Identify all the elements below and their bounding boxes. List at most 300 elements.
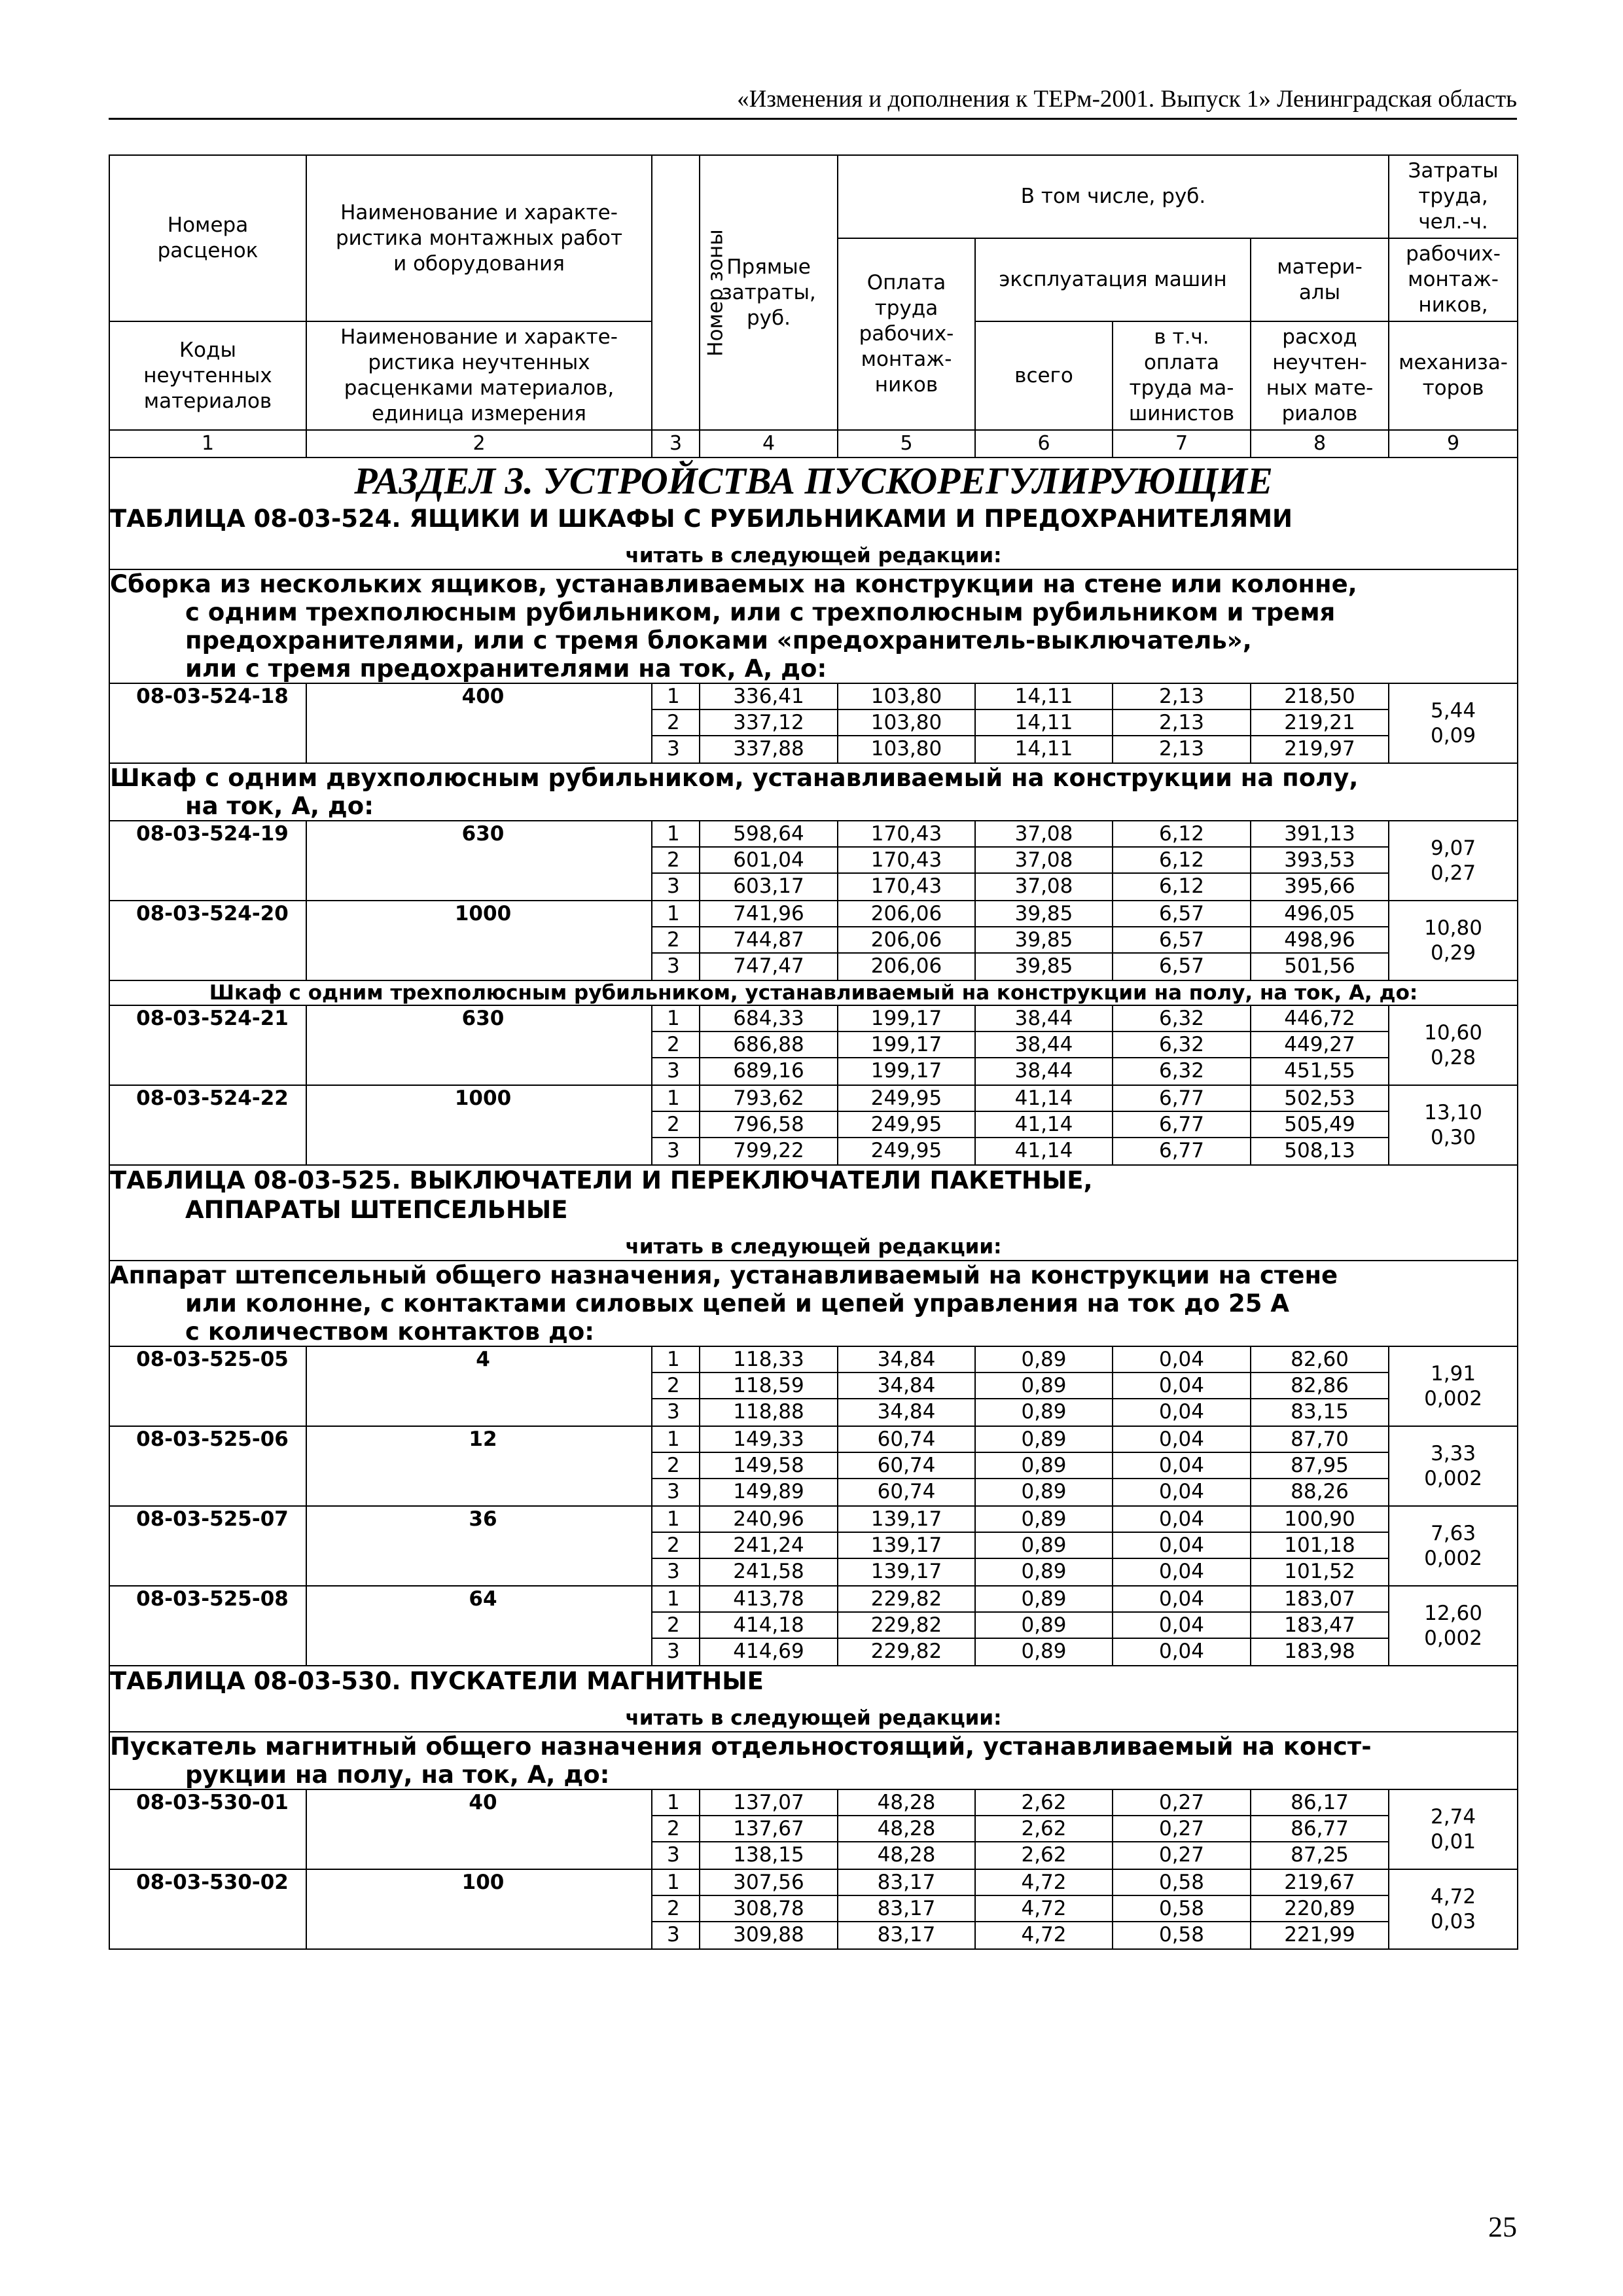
materials: 508,13 [1251,1138,1389,1163]
machines-total: 0,89 [975,1479,1113,1504]
direct-costs: 118,33 [700,1346,838,1372]
header-workers-line: монтаж- [1408,268,1499,291]
group-heading-line: предохранителями, или с тремя блоками «предохранитель-выключатель», [185,626,1252,655]
section-heading [109,457,1518,504]
materials: 87,25 [1251,1842,1389,1867]
zone-number: 2 [652,1372,700,1399]
machinist-pay: 0,04 [1113,1426,1251,1452]
machinist-pay: 6,32 [1113,1058,1251,1083]
zone-number: 1 [652,1085,700,1111]
labor-costs [1389,1506,1518,1586]
header-uname-line: Наименование и характе- [340,325,618,349]
materials: 220,89 [1251,1895,1389,1922]
machines-total: 39,85 [975,901,1113,927]
zone-number: 1 [652,1586,700,1612]
header-incl-line: труда ма- [1129,376,1234,400]
labor-workers: 10,80 [1424,916,1482,940]
rate-code: 08-03-524-22 [109,1085,306,1165]
group-heading-line: Сборка из нескольких ящиков, устанавливаемых на конструкции на стене или колонне, [110,570,1357,598]
zone-number: 1 [652,1426,700,1452]
table-title-row [109,504,1518,569]
group-heading-row [109,1732,1518,1789]
direct-costs: 603,17 [700,873,838,899]
header-consumption-line: ных мате- [1266,376,1374,400]
direct-costs: 689,16 [700,1058,838,1083]
group-heading-line: с количеством контактов до: [185,1318,595,1346]
machinist-pay: 6,12 [1113,847,1251,873]
data-row [109,683,1518,709]
zone-number: 3 [652,1638,700,1664]
header-including: В том числе, руб. [838,155,1389,238]
machines-total: 2,62 [975,1842,1113,1867]
table-body [109,155,1518,1949]
worker-pay: 48,28 [838,1816,975,1842]
machines-total: 37,08 [975,847,1113,873]
worker-pay: 170,43 [838,847,975,873]
worker-pay: 199,17 [838,1031,975,1058]
data-row [109,1426,1518,1452]
edition-note: читать в следующей редакции: [625,1235,1002,1259]
zone-number: 2 [652,1111,700,1138]
direct-costs: 309,88 [700,1922,838,1947]
direct-costs: 337,88 [700,736,838,761]
materials: 183,47 [1251,1612,1389,1638]
column-number: 4 [700,430,838,457]
labor-workers: 12,60 [1424,1602,1482,1625]
header-codes [109,321,306,430]
header-labor-line: труда, [1418,185,1488,208]
machinist-pay: 2,13 [1113,736,1251,761]
materials: 83,15 [1251,1399,1389,1424]
worker-pay: 48,28 [838,1789,975,1816]
group-heading [109,1261,1518,1346]
direct-costs: 799,22 [700,1138,838,1163]
column-number: 2 [306,430,652,457]
header-operators [1389,321,1518,430]
header-direct-line: затраты, [721,280,816,304]
zone-number: 1 [652,1789,700,1816]
machinist-pay: 0,04 [1113,1372,1251,1399]
labor-workers: 3,33 [1431,1442,1476,1465]
materials: 391,13 [1251,821,1389,847]
direct-costs: 308,78 [700,1895,838,1922]
direct-costs: 137,67 [700,1816,838,1842]
header-name [306,155,652,321]
header-name-line: Наименование и характе- [340,200,618,224]
worker-pay: 229,82 [838,1612,975,1638]
header-pay-line: рабочих- [859,322,954,346]
labor-operators: 0,01 [1431,1830,1476,1854]
rate-name: 630 [306,1005,652,1085]
header-materials-line: алы [1298,280,1341,304]
machines-total: 38,44 [975,1005,1113,1031]
zone-number: 3 [652,1479,700,1504]
machinist-pay: 6,57 [1113,953,1251,978]
header-pay-line: труда [874,296,938,320]
direct-costs: 118,88 [700,1399,838,1424]
machines-total: 39,85 [975,953,1113,978]
data-row [109,1506,1518,1532]
rate-code: 08-03-525-06 [109,1426,306,1506]
machinist-pay: 6,57 [1113,927,1251,953]
materials: 86,77 [1251,1816,1389,1842]
machines-total: 4,72 [975,1922,1113,1947]
header-direct-line: Прямые [726,255,811,279]
rate-name: 1000 [306,901,652,980]
data-row [109,1005,1518,1031]
group-heading-row [109,1261,1518,1346]
header-material-consumption [1251,321,1389,430]
materials: 183,07 [1251,1586,1389,1612]
rate-name: 400 [306,683,652,763]
table-title: ТАБЛИЦА 08-03-524. ЯЩИКИ И ШКАФЫ С РУБИЛЬНИКАМИ И ПРЕДОХРАНИТЕЛЯМИ [110,505,1293,533]
page-number: 25 [1488,2211,1517,2243]
data-row [109,901,1518,927]
table-title-block [109,504,1518,569]
header-uname-line: расценками материалов, [344,376,615,400]
labor-costs [1389,1346,1518,1426]
machinist-pay: 0,27 [1113,1842,1251,1867]
rate-code: 08-03-530-02 [109,1869,306,1949]
labor-operators: 0,002 [1424,1626,1482,1650]
rate-name: 64 [306,1586,652,1666]
labor-workers: 1,91 [1431,1362,1476,1386]
group-heading-line: Пускатель магнитный общего назначения отдельностоящий, устанавливаемый на конст- [110,1732,1372,1761]
machinist-pay: 0,58 [1113,1869,1251,1895]
spacer-cell [700,1947,838,1949]
machines-total: 14,11 [975,709,1113,736]
direct-costs: 686,88 [700,1031,838,1058]
machines-total: 41,14 [975,1085,1113,1111]
machinist-pay: 0,04 [1113,1346,1251,1372]
machinist-pay: 6,32 [1113,1005,1251,1031]
machines-total: 37,08 [975,873,1113,899]
spacer-cell [652,1947,700,1949]
machines-total: 37,08 [975,821,1113,847]
column-number: 3 [652,430,700,457]
materials: 88,26 [1251,1479,1389,1504]
worker-pay: 48,28 [838,1842,975,1867]
zone-number: 2 [652,847,700,873]
header-materials-line: матери- [1277,255,1363,279]
rates-table [109,154,1518,1950]
header-pay-line: монтаж- [861,348,952,371]
header-consumption-line: риалов [1281,402,1358,425]
header-direct-line: руб. [747,306,791,330]
worker-pay: 229,82 [838,1586,975,1612]
header-machines-total: всего [975,321,1113,430]
column-number: 1 [109,430,306,457]
header-unaccounted-name [306,321,652,430]
labor-operators: 0,30 [1431,1126,1476,1149]
machines-total: 0,89 [975,1558,1113,1584]
labor-operators: 0,03 [1431,1910,1476,1933]
machines-total: 4,72 [975,1895,1113,1922]
direct-costs: 601,04 [700,847,838,873]
direct-costs: 118,59 [700,1372,838,1399]
worker-pay: 206,06 [838,927,975,953]
group-heading-line: на ток, А, до: [185,792,374,820]
machines-total: 14,11 [975,683,1113,709]
zone-number: 1 [652,1346,700,1372]
worker-pay: 139,17 [838,1532,975,1558]
machines-total: 0,89 [975,1399,1113,1424]
header-incl-line: оплата [1143,351,1220,374]
group-heading-line: Шкаф с одним двухполюсным рубильником, устанавливаемый на конструкции на полу, [110,764,1359,792]
zone-number: 1 [652,1506,700,1532]
header-consumption-line: расход [1282,325,1357,349]
worker-pay: 60,74 [838,1426,975,1452]
machinist-pay: 0,27 [1113,1816,1251,1842]
machines-total: 0,89 [975,1638,1113,1664]
worker-pay: 139,17 [838,1558,975,1584]
zone-number: 2 [652,1816,700,1842]
direct-costs: 413,78 [700,1586,838,1612]
machinist-pay: 0,04 [1113,1506,1251,1532]
data-row [109,1789,1518,1816]
worker-pay: 83,17 [838,1895,975,1922]
worker-pay: 103,80 [838,709,975,736]
worker-pay: 249,95 [838,1111,975,1138]
header-pay-line: Оплата [866,271,946,295]
machines-total: 0,89 [975,1586,1113,1612]
worker-pay: 249,95 [838,1085,975,1111]
column-number: 7 [1113,430,1251,457]
zone-number: 2 [652,1895,700,1922]
direct-costs: 414,18 [700,1612,838,1638]
direct-costs: 793,62 [700,1085,838,1111]
materials: 393,53 [1251,847,1389,873]
direct-costs: 307,56 [700,1869,838,1895]
labor-costs [1389,821,1518,901]
zone-number: 3 [652,873,700,899]
header-operators-line: механиза- [1399,351,1508,374]
worker-pay: 60,74 [838,1452,975,1479]
zone-number: 2 [652,1532,700,1558]
rate-name: 36 [306,1506,652,1586]
machinist-pay: 0,04 [1113,1452,1251,1479]
machines-total: 0,89 [975,1532,1113,1558]
header-zone [652,155,728,430]
direct-costs: 598,64 [700,821,838,847]
materials: 219,67 [1251,1869,1389,1895]
machines-total: 0,89 [975,1346,1113,1372]
spacer-cell [975,1947,1113,1949]
spacer-cell [838,1947,975,1949]
worker-pay: 83,17 [838,1922,975,1947]
header-workers-line: ников, [1418,293,1488,317]
zone-number: 1 [652,901,700,927]
worker-pay: 103,80 [838,736,975,761]
labor-operators: 0,29 [1431,941,1476,965]
machines-total: 0,89 [975,1506,1113,1532]
group-heading-row [109,569,1518,683]
rate-code: 08-03-524-19 [109,821,306,901]
column-number: 6 [975,430,1113,457]
rate-code: 08-03-524-18 [109,683,306,763]
worker-pay: 249,95 [838,1138,975,1163]
direct-costs: 796,58 [700,1111,838,1138]
direct-costs: 337,12 [700,709,838,736]
rate-name: 4 [306,1346,652,1426]
group-heading-row [109,763,1518,821]
machinist-pay: 0,04 [1113,1612,1251,1638]
worker-pay: 34,84 [838,1372,975,1399]
labor-workers: 10,60 [1424,1021,1482,1045]
direct-costs: 149,33 [700,1426,838,1452]
zone-number: 3 [652,1558,700,1584]
machines-total: 39,85 [975,927,1113,953]
header-codes-line: Коды [179,338,236,362]
zone-number: 3 [652,1138,700,1163]
worker-pay: 34,84 [838,1399,975,1424]
labor-workers: 2,74 [1431,1805,1476,1829]
machinist-pay: 2,13 [1113,683,1251,709]
rate-code: 08-03-524-21 [109,1005,306,1085]
machinist-pay: 0,58 [1113,1922,1251,1947]
direct-costs: 240,96 [700,1506,838,1532]
direct-costs: 744,87 [700,927,838,953]
worker-pay: 60,74 [838,1479,975,1504]
header-machinist-pay [1113,321,1251,430]
header-operators-line: торов [1422,376,1484,400]
zone-number: 3 [652,736,700,761]
machinist-pay: 0,04 [1113,1638,1251,1664]
zone-number: 3 [652,1399,700,1424]
edition-note: читать в следующей редакции: [625,1706,1002,1730]
materials: 101,18 [1251,1532,1389,1558]
labor-costs [1389,1869,1518,1949]
spacer-cell [1113,1947,1251,1949]
machines-total: 0,89 [975,1426,1113,1452]
header-labor-line: чел.-ч. [1418,210,1488,234]
group-heading: Шкаф с одним трехполюсным рубильником, устанавливаемый на конструкции на полу, на ток, А, до: [109,980,1518,1005]
column-numbers-row [109,430,1518,457]
materials: 82,86 [1251,1372,1389,1399]
labor-workers: 13,10 [1424,1101,1482,1124]
rate-code: 08-03-524-20 [109,901,306,980]
materials: 395,66 [1251,873,1389,899]
section-row [109,457,1518,504]
direct-costs: 241,24 [700,1532,838,1558]
materials: 218,50 [1251,683,1389,709]
group-heading [109,763,1518,821]
machines-total: 2,62 [975,1816,1113,1842]
direct-costs: 137,07 [700,1789,838,1816]
labor-operators: 0,09 [1431,724,1476,747]
zone-number: 2 [652,1452,700,1479]
materials: 86,17 [1251,1789,1389,1816]
header-consumption-line: неучтен- [1272,351,1367,374]
table-title-row [109,1666,1518,1732]
zone-number: 1 [652,683,700,709]
labor-costs [1389,1426,1518,1506]
machinist-pay: 0,58 [1113,1895,1251,1922]
materials: 505,49 [1251,1111,1389,1138]
zone-number: 2 [652,1612,700,1638]
worker-pay: 199,17 [838,1005,975,1031]
header-name-line: ристика монтажных работ [335,226,622,250]
header-materials [1251,238,1389,321]
machines-total: 0,89 [975,1452,1113,1479]
machines-total: 2,62 [975,1789,1113,1816]
group-heading-row [109,980,1518,1005]
header-codes-line: материалов [143,389,272,413]
zone-number: 2 [652,927,700,953]
materials: 87,95 [1251,1452,1389,1479]
zone-number: 3 [652,1058,700,1083]
direct-costs: 149,58 [700,1452,838,1479]
labor-costs [1389,1005,1518,1085]
rate-code: 08-03-525-05 [109,1346,306,1426]
labor-operators: 0,28 [1431,1046,1476,1069]
header-rate-numbers: Номера расценок [109,155,306,321]
header-labor-costs [1389,155,1518,238]
table-title-block [109,1165,1518,1261]
machines-total: 38,44 [975,1031,1113,1058]
machines-total: 0,89 [975,1612,1113,1638]
rate-name: 1000 [306,1085,652,1165]
machines-total: 14,11 [975,736,1113,761]
spacer-cell [1251,1947,1389,1949]
direct-costs: 414,69 [700,1638,838,1664]
column-number: 9 [1389,430,1518,457]
table-title: ТАБЛИЦА 08-03-530. ПУСКАТЕЛИ МАГНИТНЫЕ [110,1667,764,1695]
data-row [109,1586,1518,1612]
direct-costs: 241,58 [700,1558,838,1584]
direct-costs: 747,47 [700,953,838,978]
labor-workers: 7,63 [1431,1522,1476,1545]
labor-operators: 0,002 [1424,1467,1482,1490]
machines-total: 0,89 [975,1372,1113,1399]
machines-total: 38,44 [975,1058,1113,1083]
worker-pay: 34,84 [838,1346,975,1372]
labor-operators: 0,002 [1424,1387,1482,1410]
group-heading [109,1732,1518,1789]
worker-pay: 206,06 [838,901,975,927]
group-heading [109,569,1518,683]
machinist-pay: 6,57 [1113,901,1251,927]
direct-costs: 684,33 [700,1005,838,1031]
machinist-pay: 6,12 [1113,821,1251,847]
direct-costs: 138,15 [700,1842,838,1867]
zone-number: 3 [652,953,700,978]
direct-costs: 336,41 [700,683,838,709]
header-incl-line: шинистов [1128,402,1235,425]
machines-total: 41,14 [975,1111,1113,1138]
worker-pay: 139,17 [838,1506,975,1532]
header-worker-pay [838,238,975,430]
labor-costs [1389,901,1518,980]
table-title: ТАБЛИЦА 08-03-525. ВЫКЛЮЧАТЕЛИ И ПЕРЕКЛЮЧАТЕЛИ ПАКЕТНЫЕ, [110,1166,1093,1194]
materials: 221,99 [1251,1922,1389,1947]
direct-costs: 149,89 [700,1479,838,1504]
header-workers-line: рабочих- [1406,242,1501,266]
machinist-pay: 6,77 [1113,1111,1251,1138]
materials: 498,96 [1251,927,1389,953]
header-codes-line: неучтенных [143,363,272,387]
labor-costs [1389,1586,1518,1666]
labor-costs [1389,1789,1518,1869]
data-row [109,1085,1518,1111]
rate-code: 08-03-525-08 [109,1586,306,1666]
machines-total: 4,72 [975,1869,1113,1895]
materials: 496,05 [1251,901,1389,927]
rate-code: 08-03-525-07 [109,1506,306,1586]
worker-pay: 170,43 [838,821,975,847]
header-uname-line: ристика неучтенных [368,351,590,374]
materials: 82,60 [1251,1346,1389,1372]
